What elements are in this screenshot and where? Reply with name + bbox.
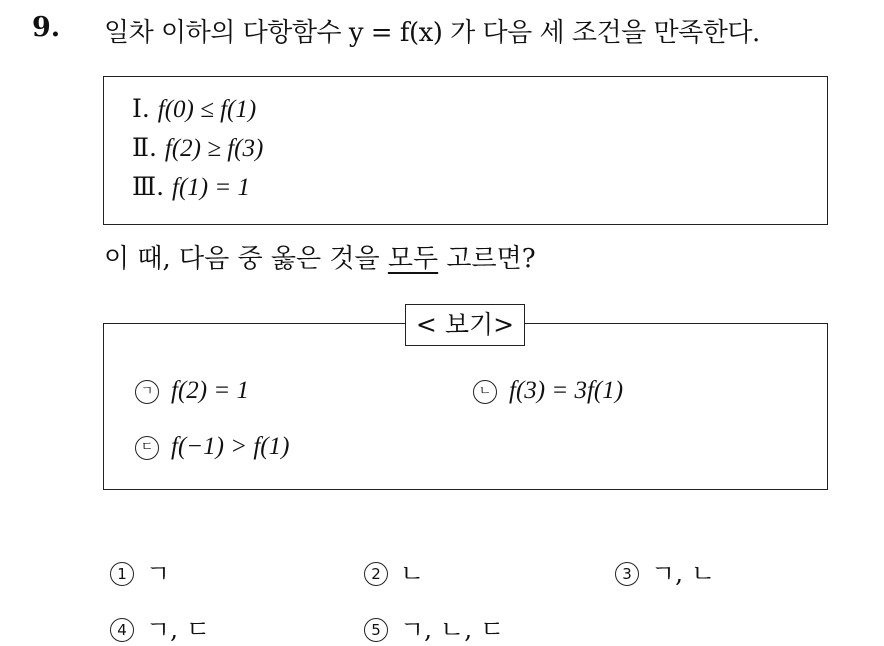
choice-1[interactable] [110, 554, 170, 590]
bogi-expr: f(2) = 1 [171, 377, 249, 404]
choice-text: ㄱ [146, 559, 171, 588]
choice-text: ㄱ, ㄴ, ㄷ [400, 615, 505, 644]
bogi-title: < 보기> [405, 304, 525, 346]
bogi-item-3 [135, 431, 289, 461]
choice-number: 3 [615, 562, 639, 586]
condition-expr: f(2) ≥ f(3) [164, 135, 264, 162]
condition-3 [132, 172, 250, 202]
choice-number: 2 [364, 562, 388, 586]
prompt-text [104, 238, 536, 275]
condition-label: Ⅲ. [132, 172, 165, 201]
bogi-item-2 [473, 375, 623, 405]
choice-number: 4 [110, 618, 134, 642]
condition-expr: f(0) ≤ f(1) [157, 96, 257, 123]
condition-1 [132, 94, 256, 124]
condition-expr: f(1) = 1 [172, 174, 250, 201]
bogi-mark: ㄱ [135, 380, 159, 404]
bogi-mark: ㄴ [473, 380, 497, 404]
condition-label: Ⅱ. [132, 133, 157, 162]
bogi-box [103, 323, 828, 490]
choice-2[interactable] [364, 554, 424, 590]
bogi-item-1 [135, 375, 249, 405]
choice-text: ㄱ, ㄷ [146, 615, 211, 644]
prompt-after: 고르면? [438, 244, 536, 274]
bogi-expr: f(−1) > f(1) [171, 433, 290, 460]
choice-number: 1 [110, 562, 134, 586]
choice-text: ㄱ, ㄴ [651, 559, 716, 588]
choice-text: ㄴ [400, 559, 425, 588]
bogi-expr: f(3) = 3f(1) [509, 377, 624, 404]
question-number: 9. [32, 12, 61, 43]
prompt-underlined: 모두 [387, 244, 439, 274]
choice-4[interactable] [110, 610, 210, 646]
condition-2 [132, 133, 263, 163]
condition-label: Ⅰ. [132, 94, 150, 123]
choice-3[interactable] [615, 554, 715, 590]
bogi-mark: ㄷ [135, 436, 159, 460]
question-text: 일차 이하의 다항함수 y = f(x) 가 다음 세 조건을 만족한다. [104, 18, 760, 48]
choice-5[interactable] [364, 610, 504, 646]
choice-number: 5 [364, 618, 388, 642]
prompt-before: 이 때, 다음 중 옳은 것을 [104, 244, 388, 274]
